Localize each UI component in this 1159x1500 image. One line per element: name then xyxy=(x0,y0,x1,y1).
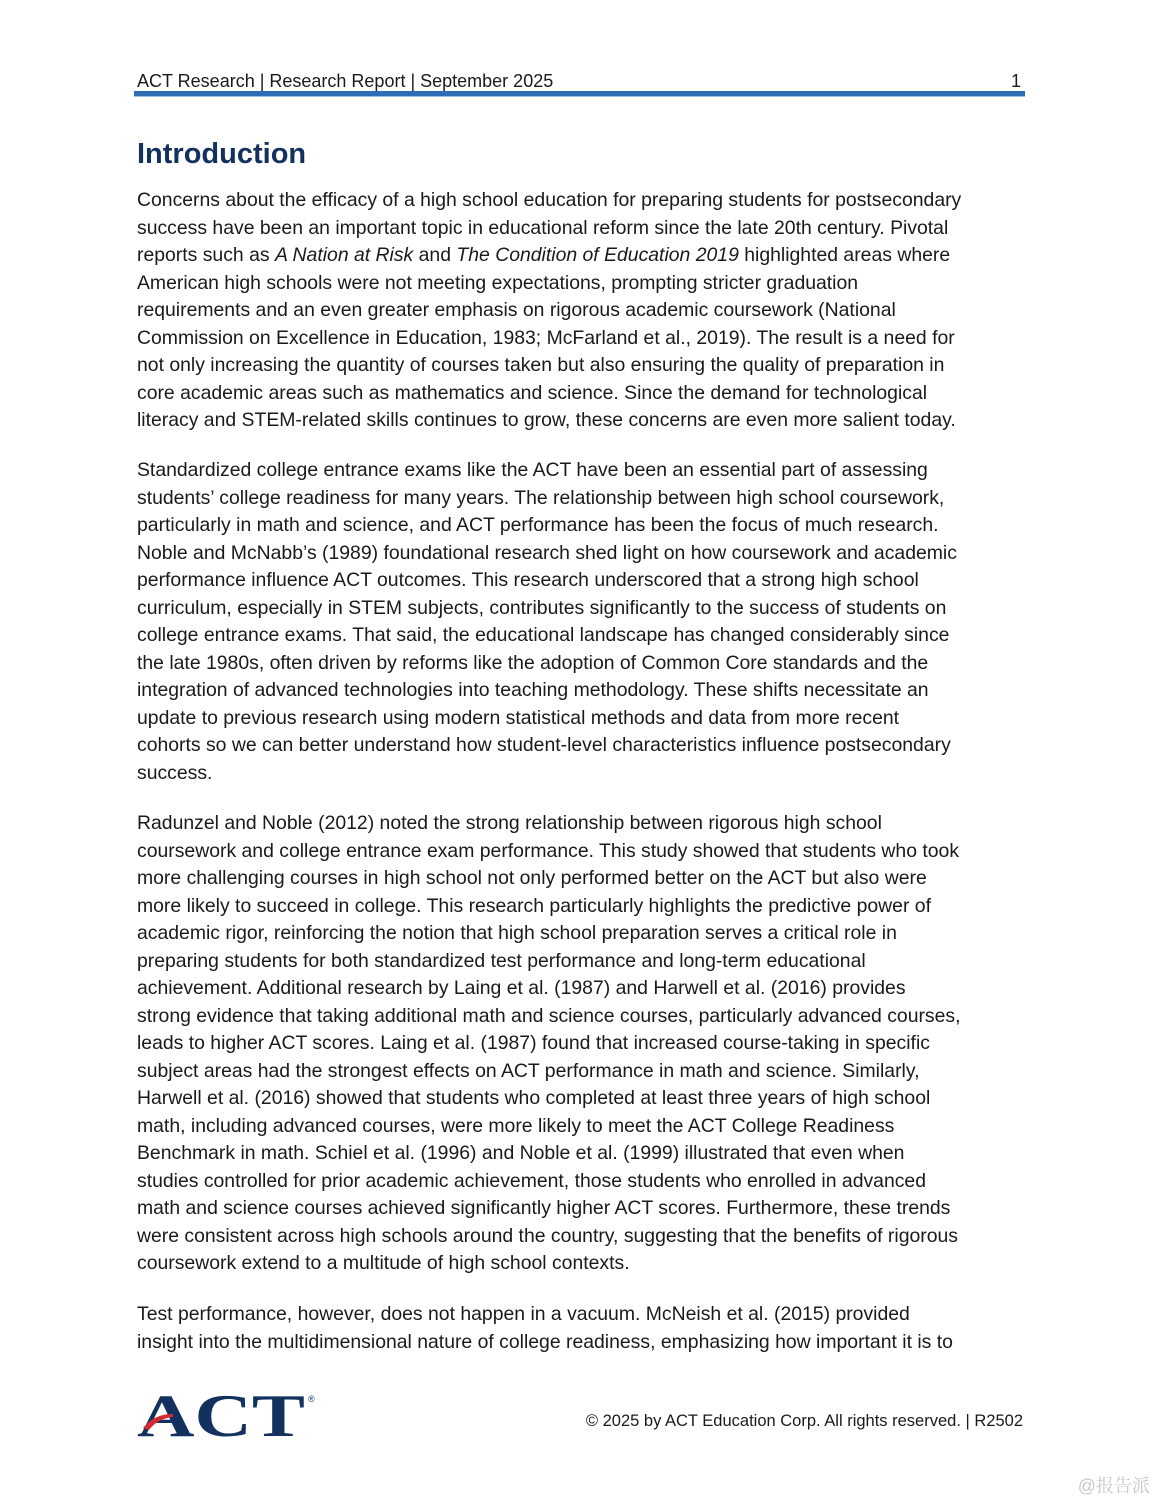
text-line: were consistent across high schools around the country, suggesting that the benefits of rigorous xyxy=(137,1224,958,1247)
text-line: integration of advanced technologies into teaching methodology. These shifts necessitate an xyxy=(137,679,929,701)
text-line: Benchmark in math. Schiel et al. (1996) and Noble et al. (1999) illustrated that even when xyxy=(137,1142,905,1164)
text-line: not only increasing the quantity of courses taken but also ensuring the quality of preparation in xyxy=(137,354,945,376)
text-line: success. xyxy=(137,761,213,784)
section-title: Introduction xyxy=(137,138,307,170)
text-line: students’ college readiness for many years. The relationship between high school coursework, xyxy=(137,486,945,509)
act-logo xyxy=(137,1390,322,1438)
text-line: college entrance exams. That said, the educational landscape has changed considerably since xyxy=(137,624,950,646)
italic-title: The Condition of Education 2019 xyxy=(456,244,739,266)
running-title: ACT Research | Research Report | September 2025 xyxy=(137,71,554,91)
text-line: academic rigor, reinforcing the notion that high school preparation serves a critical role in xyxy=(137,922,897,944)
text-line: coursework extend to a multitude of high school contexts. xyxy=(137,1252,630,1274)
text-line: leads to higher ACT scores. Laing et al. (1987) found that increased course-taking in specific xyxy=(137,1032,930,1054)
text-line: reports such as A Nation at Risk and The Condition of Education 2019 highlighted areas where xyxy=(137,244,951,266)
svg-text:®: ® xyxy=(308,1394,315,1404)
text-line: studies controlled for prior academic achievement, those students who enrolled in advanced xyxy=(137,1169,927,1192)
svg-text:ACT: ACT xyxy=(137,1390,305,1438)
text-line: curriculum, especially in STEM subjects, contributes significantly to the success of students on xyxy=(137,596,947,619)
text-line: subject areas had the strongest effects on ACT performance in math and science. Similarly, xyxy=(137,1059,920,1082)
act-logo-icon xyxy=(137,1390,322,1438)
text-line: strong evidence that taking additional math and science courses, particularly advanced courses, xyxy=(137,1004,961,1027)
text-line: more likely to succeed in college. This research particularly highlights the predictive power of xyxy=(137,894,931,917)
watermark: @报告派 xyxy=(1077,1476,1150,1496)
text-line: requirements and an even greater emphasis on rigorous academic coursework (National xyxy=(137,299,896,321)
text-line: more challenging courses in high school not only performed better on the ACT but also were xyxy=(137,867,927,889)
text-line: Radunzel and Noble (2012) noted the strong relationship between rigorous high school xyxy=(137,812,882,834)
text-line: Concerns about the efficacy of a high school education for preparing students for postsecondary xyxy=(137,189,962,211)
header-rule xyxy=(134,91,1025,97)
text-line: literacy and STEM-related skills continues to grow, these concerns are even more salient today. xyxy=(137,409,956,431)
text-line: achievement. Additional research by Laing et al. (1987) and Harwell et al. (2016) provides xyxy=(137,977,906,999)
copyright-notice: © 2025 by ACT Education Corp. All rights reserved. | R2502 xyxy=(585,1412,1023,1430)
text-line: Standardized college entrance exams like the ACT have been an essential part of assessing xyxy=(137,459,928,481)
text-line: performance influence ACT outcomes. This research underscored that a strong high school xyxy=(137,569,919,591)
text-line: coursework and college entrance exam performance. This study showed that students who took xyxy=(137,839,960,862)
text-line: core academic areas such as mathematics and science. Since the demand for technological xyxy=(137,381,928,404)
text-line: math and science courses achieved significantly higher ACT scores. Furthermore, these trends xyxy=(137,1197,951,1219)
italic-title: A Nation at Risk xyxy=(274,244,414,266)
paragraph-4 xyxy=(137,1301,1037,1356)
text-line: success have been an important topic in educational reform since the late 20th century. Pivotal xyxy=(137,216,949,239)
text-line: math, including advanced courses, were more likely to meet the ACT College Readiness xyxy=(137,1114,895,1137)
text-line: update to previous research using modern statistical methods and data from more recent xyxy=(137,706,900,729)
text-line: particularly in math and science, and ACT performance has been the focus of much research. xyxy=(137,514,939,536)
text-line: Test performance, however, does not happen in a vacuum. McNeish et al. (2015) provided xyxy=(137,1303,910,1325)
text-line: cohorts so we can better understand how student-level characteristics influence postsecondary xyxy=(137,734,951,756)
text-line: American high schools were not meeting expectations, prompting stricter graduation xyxy=(137,271,859,294)
paragraph-2 xyxy=(137,457,1037,787)
text-line: Harwell et al. (2016) showed that students who completed at least three years of high school xyxy=(137,1087,931,1109)
text-line: preparing students for both standardized test performance and long-term educational xyxy=(137,949,866,972)
text-line: insight into the multidimensional nature of college readiness, emphasizing how important it is to xyxy=(137,1330,953,1353)
text-line: Commission on Excellence in Education, 1983; McFarland et al., 2019). The result is a need for xyxy=(137,326,955,349)
text-line: the late 1980s, often driven by reforms like the adoption of Common Core standards and the xyxy=(137,651,929,674)
page-number: 1 xyxy=(1010,71,1021,91)
paragraph-3 xyxy=(137,810,1037,1278)
paragraph-1 xyxy=(137,187,1037,435)
text-line: Noble and McNabb’s (1989) foundational research shed light on how coursework and academic xyxy=(137,541,957,564)
